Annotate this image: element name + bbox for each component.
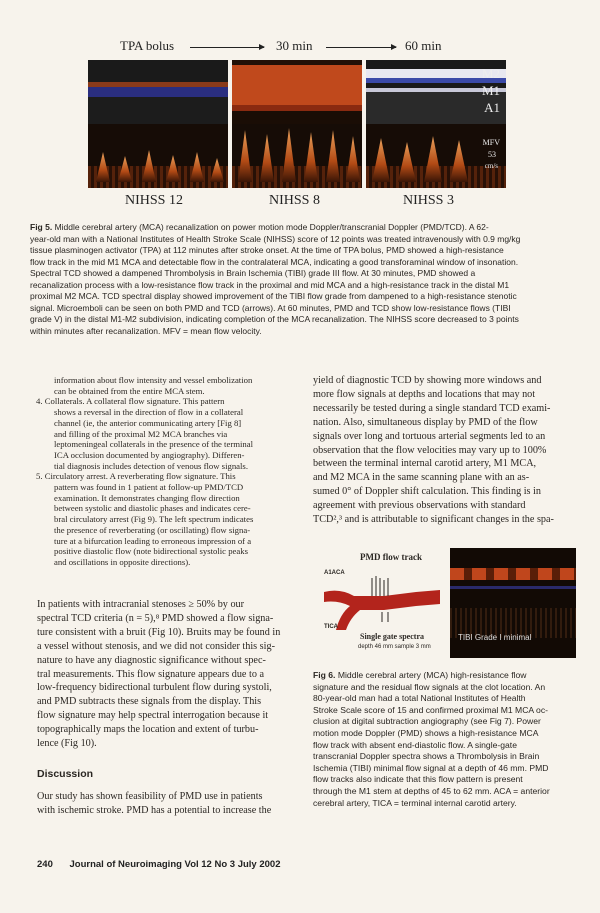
body-line: low-frequency bidirectional turbulent flow during systoli, (37, 682, 272, 694)
caption-line: 80-year-old man had a total National Institutes of Health (313, 693, 526, 704)
nihss-12: NIHSS 12 (125, 193, 183, 208)
nihss-3: NIHSS 3 (403, 193, 454, 208)
spectral-display (366, 124, 506, 188)
caption-line: Middle cerebral artery (MCA) high-resistance flow (337, 670, 527, 680)
body-line: signals over long and tortuous arterial segments led to an (313, 430, 546, 442)
caption-line: flow track with absent end-diastolic flow. A single-gate (313, 739, 517, 750)
list-line: and filling of the proximal M2 MCA branches via (54, 428, 228, 439)
caption-line: within minutes after recanalization. MFV = mean flow velocity. (30, 325, 262, 336)
figure5-panel-60min (366, 60, 506, 188)
body-line: agreement with previous observations with standard (313, 500, 526, 512)
figure5-panel-30min (232, 60, 362, 188)
figure6-caption-label: Fig 6. (313, 670, 336, 680)
body-line: topographically maps the location and extent of turbu- (37, 724, 259, 736)
journal-citation: Journal of Neuroimaging Vol 12 No 3 July 2002 (69, 859, 281, 870)
flow-track-ticks (372, 576, 388, 596)
spectral-display (232, 124, 362, 188)
caption-line: signal. Microemboli can be seen on both PMD and TCD (arrows). At 60 minutes, PMD and TCD show low-resistance flows (TIBI (30, 302, 511, 313)
discussion-block (37, 790, 299, 818)
list-line: the presence of reverberating (or oscillating) flow signa- (54, 524, 251, 535)
pmd-flow-track-label: PMD flow track (360, 552, 422, 562)
label-a1: A1 (484, 100, 500, 115)
left-body-block (37, 598, 299, 751)
body-line: more flow signals at depths and locations that may not (313, 388, 536, 400)
body-line: Our study has shown feasibility of PMD use in patients (37, 791, 263, 802)
discussion-heading: Discussion (37, 768, 94, 780)
figure5-panel-tpa (88, 60, 228, 188)
figure6-spectrum (450, 548, 576, 658)
caption-line: recanalization process with a low-resistance flow track in the proximal and mid MCA and a high-resistance track in the distal M1 (30, 279, 510, 290)
body-line: tral measurements. This flow signature appears due to a (37, 668, 264, 680)
caption-line: Ischemia (TIBI) minimal flow signal at a depth of 46 mm. PMD (313, 762, 549, 773)
caption-line: grade V) in the distal M1-M2 subdivision, indicating completion of the MCA recanalization. The NIHSS score decreased to 3 points (30, 314, 519, 324)
list-line: shows a reversal in the direction of flow in a collateral (54, 407, 244, 418)
body-line: nation. Also, simultaneous display by PMD of the flow (313, 416, 538, 428)
list-line: positive diastolic flow (note bidirectional systolic peaks (54, 546, 248, 557)
timeline-30-label: 30 min (276, 38, 313, 53)
tibi-grade-label: TIBI Grade I minimal (458, 633, 532, 642)
caption-line: flow track in the mid M1 MCA and detectable flow in the contralateral MCA, indicating a good transforaminal window of insonation. (30, 256, 519, 267)
label-mfv-unit: cm/s (484, 162, 498, 170)
caption-line: motion mode Doppler (PMD) shows a high-resistance MCA (313, 727, 539, 738)
timeline-tpa-label: TPA bolus (120, 38, 175, 53)
spectral-display (88, 124, 228, 188)
body-line: a vessel without stenosis, and we did not consider this sig- (37, 640, 275, 652)
caption-line: cerebral artery, TICA = terminal internal carotid artery. (313, 797, 517, 808)
body-line: nature to have any diagnostic significance without spec- (37, 654, 266, 666)
caption-line: transcranial Doppler spectra shows a Thrombolysis in Brain (313, 751, 540, 762)
caption-line: Middle cerebral artery (MCA) recanalization on power motion mode Doppler/transcranial Doppler (PMD/TCD). A 62- (54, 222, 489, 232)
body-line: TCD²,³ and is attributable to significant changes in the spa- (313, 514, 554, 526)
list-line: examination. It demonstrates changing flow direction (54, 492, 240, 503)
body-line: yield of diagnostic TCD by showing more windows and (313, 375, 542, 386)
figure6-caption (313, 670, 583, 809)
body-line: and M2 MCA in the same scanning plane with an as- (313, 472, 530, 484)
body-line: ture consistent with a bruit (Fig 10). Bruits may be found in (37, 626, 281, 638)
pmd-display (232, 60, 362, 124)
list-line: ICA occlusion documented by angiography). Differen- (54, 449, 245, 460)
caption-line: through the M1 stem at depths of 45 to 62 mm. ACA = anterior (313, 785, 550, 796)
left-list-block (36, 375, 298, 568)
body-line: between the terminal internal carotid artery, M1 MCA, (313, 458, 537, 470)
list-line: bral circulatory arrest (Fig 9). The left spectrum indicates (54, 514, 254, 525)
nihss-8: NIHSS 8 (269, 193, 320, 208)
caption-line: signature and the residual flow signals at the clot location. An (313, 681, 546, 692)
caption-line: proximal M2 MCA. TCD spectral display showed improvement of the TIBI flow grade from dampened to a high-resistance stenotic (30, 291, 517, 301)
depth-label: depth 46 mm sample 3 mm (358, 644, 431, 650)
tica-label: TICA (324, 624, 338, 630)
label-m2: M2 (481, 66, 500, 81)
timeline-arrow-2 (326, 47, 396, 48)
body-line: spectral TCD criteria (n = 5),⁸ PMD showed a flow signa- (37, 612, 274, 624)
list-line: leptomeningeal collaterals in the presence of the terminal (54, 439, 254, 450)
page-footer (37, 859, 281, 870)
caption-line: clusion at digital subtraction angiography (see Fig 7). Power (313, 716, 541, 727)
list-line: tial diagnosis includes detection of venous flow signals. (54, 460, 248, 471)
figure5-caption (30, 222, 580, 337)
timeline-arrow-1 (190, 47, 264, 48)
list-line: channel (ie, the anterior communicating artery [Fig 8] (54, 417, 242, 428)
caption-line: Spectral TCD showed a dampened Thrombolysis in Brain Ischemia (TIBI) grade III flow. At 30 minutes, PMD showed a (30, 268, 476, 278)
artery-diagram (320, 548, 446, 658)
pmd-display (88, 60, 228, 124)
artery-shape (324, 590, 440, 630)
page-number: 240 (37, 859, 53, 870)
body-line: In patients with intracranial stenoses ≥ 50% by our (37, 599, 245, 610)
label-mfv-value: 53 (488, 150, 496, 159)
list-line: can be obtained from the entire MCA stem. (54, 385, 205, 396)
body-line: with ischemic stroke. PMD has a potential to increase the (37, 804, 272, 816)
body-line: flow signature may help spectral interrogation because it (37, 710, 269, 722)
body-line: observation that the flow velocities may vary up to 100% (313, 444, 547, 456)
figure5-caption-label: Fig 5. (30, 222, 53, 232)
list-line: information about flow intensity and vessel embolization (54, 375, 253, 385)
caption-line: tissue plasminogen activator (TPA) at 112 minutes after stroke onset. At the time of TPA bolus, PMD showed a high-resistance (30, 245, 504, 255)
figure6-diagram (320, 548, 446, 658)
caption-line: flow tracks also indicate that this flow pattern is present (313, 774, 523, 785)
figure5-timeline (0, 38, 600, 56)
single-gate-label: Single gate spectra (360, 632, 424, 641)
list-line: pattern was found in 1 patient at follow-up PMD/TCD (54, 482, 244, 493)
list-line: and oscillations in opposite directions). (54, 556, 191, 567)
right-body-block (313, 374, 579, 527)
body-line: and PMD subtracts these signals from the display. This (37, 696, 262, 708)
list-line: ture at a bifurcation leading to erroneous impression of a (54, 535, 252, 546)
list-line: between systolic and diastolic phases and indicates cere- (54, 503, 251, 514)
list-line: 4. Collaterals. A collateral flow signature. This pattern (36, 396, 225, 407)
body-line: lence (Fig 10). (37, 738, 97, 750)
caption-line: Stroke Scale score of 15 and confirmed proximal M1 MCA oc- (313, 704, 548, 715)
label-m1: M1 (481, 83, 500, 98)
body-line: necessarily be tested during a single standard TCD exami- (313, 402, 551, 414)
list-line: 5. Circulatory arrest. A reverberating flow signature. This (36, 471, 236, 482)
caption-line: year-old man with a National Institutes of Health Stroke Scale (NIHSS) score of 12 points was treated intravenously with 0.9 mg/kg (30, 233, 521, 244)
timeline-60-label: 60 min (405, 38, 442, 53)
a1aca-label: A1ACA (324, 570, 345, 576)
label-mfv: MFV (482, 138, 500, 147)
body-line: sumed 0° of Doppler shift calculation. This finding is in (313, 486, 541, 498)
